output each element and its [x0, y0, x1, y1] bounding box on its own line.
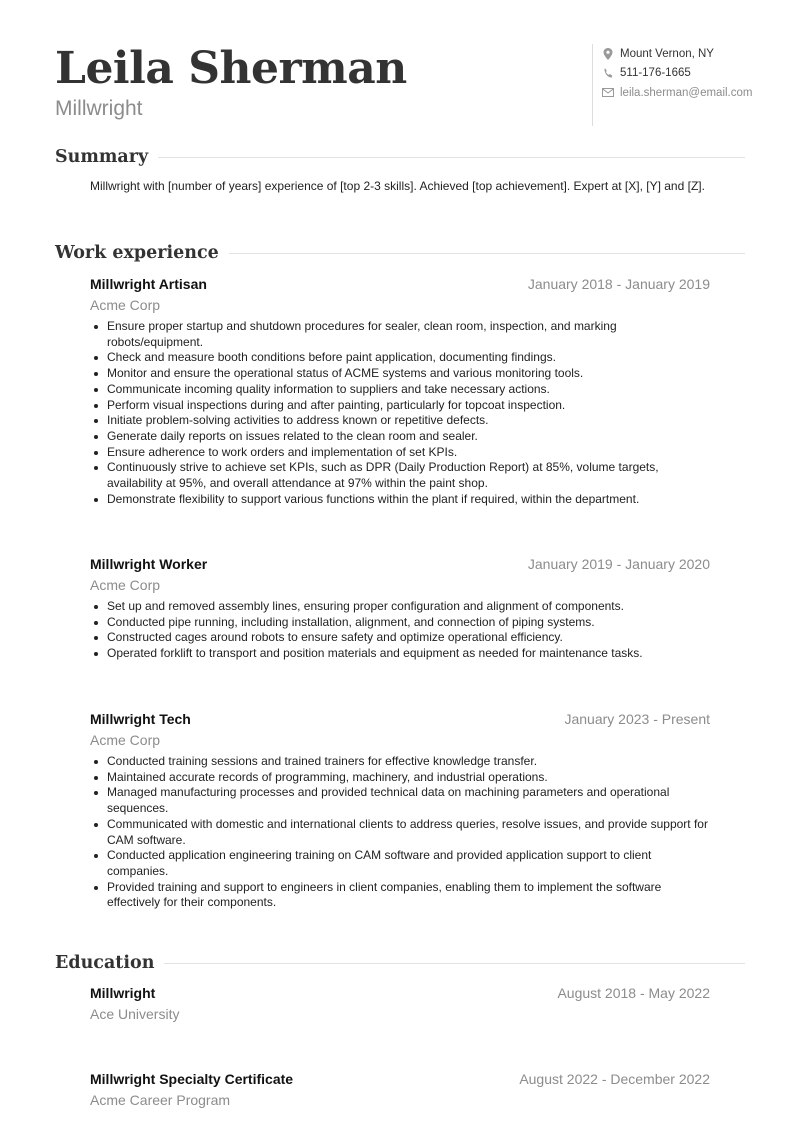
- education-entry: [90, 985, 710, 1022]
- list-item: Provided training and support to engineers in client companies, enabling them to implement the software effectively for their components.: [90, 880, 710, 911]
- list-item: Constructed cages around robots to ensure safety and optimize operational efficiency.: [90, 630, 710, 646]
- job-dates: January 2023 - Present: [564, 711, 710, 727]
- contact-info: [592, 44, 752, 126]
- resume-header: [55, 43, 753, 128]
- list-item: Monitor and ensure the operational status of ACME systems and various monitoring tools.: [90, 366, 710, 382]
- education-dates: August 2022 - December 2022: [519, 1071, 710, 1087]
- list-item: Conducted pipe running, including installation, alignment, and connection of piping systems.: [90, 615, 710, 631]
- company-name: Acme Corp: [90, 297, 161, 313]
- job-bullets: [90, 319, 710, 507]
- candidate-name: Leila Sherman: [55, 43, 407, 94]
- list-item: Communicated with domestic and international clients to address queries, resolve issues, and provide support for CAM software.: [90, 817, 710, 848]
- education-section-heading: [55, 953, 745, 973]
- phone-text: 511-176-1665: [620, 67, 691, 80]
- summary-text: Millwright with [number of years] experience of [top 2-3 skills]. Achieved [top achievement]. Expert at [X], [Y] and [Z].: [90, 179, 705, 193]
- list-item: Perform visual inspections during and after painting, particularly for topcoat inspection.: [90, 398, 710, 414]
- work-entry: [90, 556, 710, 662]
- education-entry: [90, 1071, 710, 1108]
- company-name: Acme Corp: [90, 577, 161, 593]
- contact-phone: [601, 64, 752, 84]
- job-bullets: [90, 754, 710, 911]
- section-title: Education: [55, 953, 155, 973]
- phone-icon: [601, 67, 615, 79]
- section-title: Work experience: [55, 243, 219, 263]
- list-item: Ensure proper startup and shutdown procedures for sealer, clean room, inspection, and marking robots/equipment.: [90, 319, 710, 350]
- location-text: Mount Vernon, NY: [620, 47, 714, 60]
- list-item: Check and measure booth conditions before paint application, documenting findings.: [90, 350, 710, 366]
- job-dates: January 2018 - January 2019: [527, 276, 710, 292]
- list-item: Maintained accurate records of programming, machinery, and industrial operations.: [90, 770, 710, 786]
- list-item: Managed manufacturing processes and provided technical data on machining parameters and operational sequences.: [90, 785, 710, 816]
- list-item: Communicate incoming quality information to suppliers and take necessary actions.: [90, 382, 710, 398]
- summary-section-heading: [55, 147, 745, 167]
- school-name: Acme Career Program: [90, 1092, 231, 1108]
- work-entry: [90, 711, 710, 911]
- contact-email[interactable]: [601, 83, 752, 103]
- map-pin-icon: [601, 48, 615, 60]
- school-name: Ace University: [90, 1006, 180, 1022]
- candidate-role: Millwright: [55, 97, 143, 120]
- list-item: Continuously strive to achieve set KPIs, such as DPR (Daily Production Report) at 85%, volume targets, availability at 95%, and overall attendance at 97% within the paint shop.: [90, 460, 710, 491]
- list-item: Conducted training sessions and trained trainers for effective knowledge transfer.: [90, 754, 710, 770]
- list-item: Initiate problem-solving activities to address known or repetitive defects.: [90, 413, 710, 429]
- job-title: Millwright Worker: [90, 556, 208, 572]
- list-item: Demonstrate flexibility to support various functions within the plant if required, within the department.: [90, 492, 710, 508]
- work-entry: [90, 276, 710, 507]
- degree-title: Millwright: [90, 985, 156, 1001]
- work-section-heading: [55, 243, 745, 263]
- job-title: Millwright Artisan: [90, 276, 207, 292]
- job-title: Millwright Tech: [90, 711, 191, 727]
- contact-location: [601, 44, 752, 64]
- section-divider: [158, 157, 745, 158]
- company-name: Acme Corp: [90, 732, 161, 748]
- list-item: Set up and removed assembly lines, ensuring proper configuration and alignment of components.: [90, 599, 710, 615]
- section-divider: [229, 253, 745, 254]
- list-item: Ensure adherence to work orders and implementation of set KPIs.: [90, 445, 710, 461]
- job-dates: January 2019 - January 2020: [527, 556, 710, 572]
- list-item: Generate daily reports on issues related to the clean room and sealer.: [90, 429, 710, 445]
- section-divider: [164, 963, 745, 964]
- list-item: Conducted application engineering training on CAM software and provided application support to client companies.: [90, 848, 710, 879]
- education-dates: August 2018 - May 2022: [557, 985, 710, 1001]
- degree-title: Millwright Specialty Certificate: [90, 1071, 294, 1087]
- list-item: Operated forklift to transport and position materials and equipment as needed for maintenance tasks.: [90, 646, 710, 662]
- mail-icon: [601, 87, 615, 99]
- section-title: Summary: [55, 147, 149, 167]
- job-bullets: [90, 599, 710, 662]
- email-link[interactable]: leila.sherman@email.com: [620, 86, 753, 99]
